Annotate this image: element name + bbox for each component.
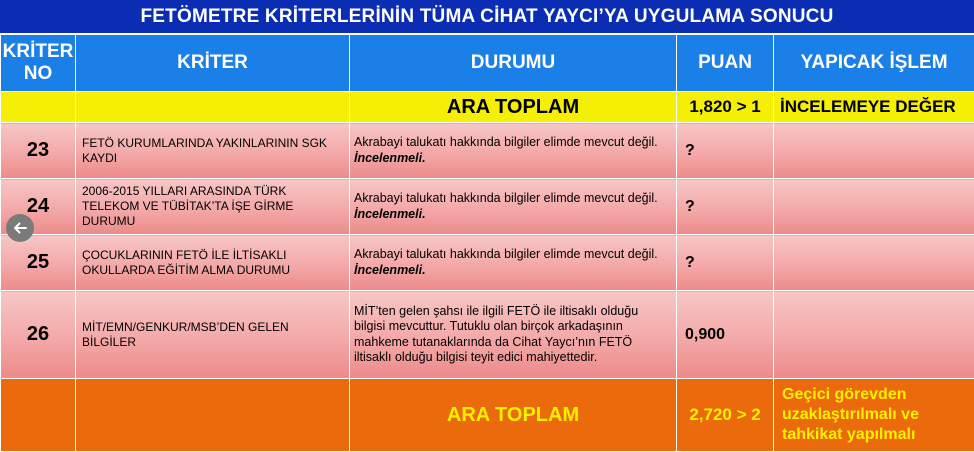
subtotal-empty-cell bbox=[76, 92, 350, 123]
subtotal-action: Geçici görevden uzaklaştırılmalı ve tahkikat yapılmalı bbox=[774, 379, 974, 452]
table-row bbox=[1, 235, 974, 291]
action-cell bbox=[774, 235, 974, 291]
header-criterion-no bbox=[1, 35, 76, 92]
status-cell bbox=[350, 179, 677, 235]
header-action: YAPICAK İŞLEM bbox=[774, 35, 974, 92]
criterion-text: 2006-2015 YILLARI ARASINDA TÜRK TELEKOM VE TÜBİTAK’TA İŞE GİRME DURUMU bbox=[76, 179, 350, 235]
status-text: Akrabayi talukatı hakkında bilgiler elimde mevcut değil. bbox=[354, 247, 658, 261]
points-value: ? bbox=[677, 123, 774, 179]
subtotal-label: ARA TOPLAM bbox=[350, 92, 677, 123]
status-note: İncelenmeli. bbox=[354, 150, 426, 165]
criterion-number: 26 bbox=[1, 291, 76, 379]
status-cell bbox=[350, 235, 677, 291]
criterion-text: MİT/EMN/GENKUR/MSB’DEN GELEN BİLGİLER bbox=[76, 291, 350, 379]
subtotal-action: İNCELEMEYE DEĞER bbox=[774, 92, 974, 123]
table-row bbox=[1, 179, 974, 235]
points-value: ? bbox=[677, 235, 774, 291]
table-row bbox=[1, 123, 974, 179]
subtotal-row-2 bbox=[1, 379, 974, 452]
header-status: DURUMU bbox=[350, 35, 677, 92]
criterion-text: FETÖ KURUMLARINDA YAKINLARININ SGK KAYDI bbox=[76, 123, 350, 179]
page-title: FETÖMETRE KRİTERLERİNİN TÜMA CİHAT YAYCI’YA UYGULAMA SONUCU bbox=[0, 0, 974, 33]
status-cell bbox=[350, 123, 677, 179]
subtotal-empty-cell bbox=[1, 92, 76, 123]
status-cell bbox=[350, 291, 677, 379]
points-value: ? bbox=[677, 179, 774, 235]
status-note: İncelenmeli. bbox=[354, 262, 426, 277]
subtotal-label: ARA TOPLAM bbox=[350, 379, 677, 452]
header-no-line1: KRİTER bbox=[2, 41, 74, 62]
criterion-number: 23 bbox=[1, 123, 76, 179]
status-text: Akrabayi talukatı hakkında bilgiler elimde mevcut değil. bbox=[354, 191, 658, 205]
action-cell bbox=[774, 179, 974, 235]
subtotal-empty-cell bbox=[1, 379, 76, 452]
table-row bbox=[1, 291, 974, 379]
header-points: PUAN bbox=[677, 35, 774, 92]
header-row bbox=[1, 35, 974, 92]
subtotal-points: 2,720 > 2 bbox=[677, 379, 774, 452]
subtotal-points: 1,820 > 1 bbox=[677, 92, 774, 123]
action-cell bbox=[774, 123, 974, 179]
header-no-line2: NO bbox=[23, 63, 53, 84]
arrow-left-icon bbox=[12, 220, 28, 236]
header-criterion: KRİTER bbox=[76, 35, 350, 92]
points-value: 0,900 bbox=[677, 291, 774, 379]
subtotal-empty-cell bbox=[76, 379, 350, 452]
back-button[interactable] bbox=[6, 214, 34, 242]
status-note: İncelenmeli. bbox=[354, 206, 426, 221]
status-text: MİT’ten gelen şahsı ile ilgili FETÖ ile iltisaklı olduğu bilgisi mevcuttur. Tutuklu olan birçok arkadaşının mahkeme tutanaklarında da Cihat Yaycı’nın FETÖ iltisaklı olduğu bilgisi teyit edici mahiyettedir. bbox=[354, 303, 639, 364]
criterion-text: ÇOCUKLARININ FETÖ İLE İLTİSAKLI OKULLARDA EĞİTİM ALMA DURUMU bbox=[76, 235, 350, 291]
subtotal-row-1 bbox=[1, 92, 974, 123]
criterion-number: 25 bbox=[1, 235, 76, 291]
criteria-table bbox=[0, 34, 974, 452]
action-cell bbox=[774, 291, 974, 379]
criterion-number: 24 bbox=[1, 179, 76, 235]
status-text: Akrabayi talukatı hakkında bilgiler elimde mevcut değil. bbox=[354, 135, 658, 149]
